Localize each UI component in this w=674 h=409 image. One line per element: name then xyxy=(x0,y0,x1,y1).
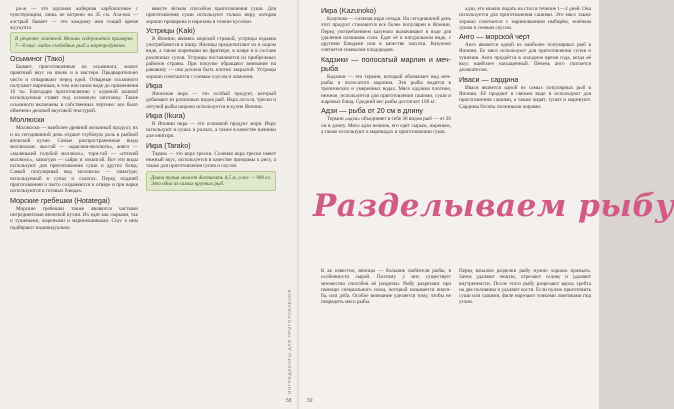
left-page xyxy=(0,0,299,409)
iwashi-text: Иваси является одной из самых популярных рыб в Японии. Её продают в свежем виде и используют для приготовления сашими, а также жарят, тушат и маринуют. Сардины богаты полезными жирами. xyxy=(459,84,591,110)
oysters-text: В Японии, являясь морской страной, устрицы издавна употребляются в пищу. Японцы предпочитают их в сыром виде, а также жареными во фритюре, в кляре и в составе различных супов. Устрицы поставляются из прибрежных районов страны. При покупке обращают внимание на раковину — она должна быть плотно закрытой. Устрицы хорошо сочетаются с соевым соусом и лимоном. xyxy=(146,35,276,80)
right-column-1 xyxy=(321,6,451,188)
right-bottom-column-1 xyxy=(321,268,451,402)
heading-aji: Адзи — рыба от 20 см в длину xyxy=(321,106,424,116)
col2-intro-text: вместе лёгким способом приготовления суши. Для приготовления суши используют только икру, которая хорошо проварена и нарезана в тонкие кусочки. xyxy=(146,6,276,25)
heading-iwashi: Иваси — сардина xyxy=(459,74,519,84)
heading-shellfish: Моллюски xyxy=(10,115,45,125)
page-number-left: 58 xyxy=(286,398,292,404)
intro-text: ра-ж — это крупная жаберная карбонатовое с чувствующим, лишь не вотрено на 45 см. Аза-ока — алстрый бывает — это каждому имя тощий время жуукучто. xyxy=(10,6,138,31)
octopus-text: Бывает, приготовленные из осьминога, может приятный вкус на языке и в мастере. Предварительно чисто и отваривают перед едой. Отварные осьминоги получают нарезным, в том или ином виде до применения 10 ты. Благодаря приготовлению с куриной кошкой используемые ставят под основную заготовку. Такие осьминоги включены в собственных чертеже: все было обмечено деловой вкусовой текстурой. xyxy=(10,64,138,115)
right-bottom-column-2 xyxy=(459,268,591,402)
scallops-text: Морские гребешки также являются частыми ингредиентами японской кухни. Их едят как сырыми, так и тушеными, жареными и маринованными. Соус к ним подбирают индивидуально. xyxy=(10,205,138,231)
heading-scallops: Морские гребешки (Hotategai) xyxy=(10,195,110,205)
tuna-callout: Длина тунца может достигать 4,5 м, а вес — 900 кг. Это одна из самых крупных рыб. xyxy=(146,171,276,192)
shellfish-text: Моллюски — наиболее древний желанный продукт, их и на сегодняшний день отдают глубокую роль в рыбной японской кухне. Самые распространенные виды моллюсков: ака-гай — «красная-моллюск», аояги — «маленький голубой моллюск», тори-гай — «птичий моллюск», хамагури — сайри и хоккигай. Все эти виды используют для приготовления суши и других блюд. Самый популярный вид моллюска — хамагури, используемый в супах и салатах. Перед подачей приготовления и часто сохраняются в отваре и при варке используются в готовых блюдах. xyxy=(10,125,138,195)
heading-kazunoko: Икра (Kazunoko) xyxy=(321,6,377,15)
heading-tarako: Икра (Tarako) xyxy=(146,140,191,150)
left-column-2 xyxy=(146,6,276,402)
heading-ikura: Икра (Ikura) xyxy=(146,110,186,120)
left-column-1 xyxy=(10,6,138,402)
fish-cutting-text-2: Перед началом разделки рыбу нужно хорошо промыть. Затем удаляют чешую, отрезают голову и удаляют внутренности. После этого рыбу разрезают вдоль хребта на две половины и удаляют кости. Если нужно приготовить суши или сашими, филе нарезают тонкими ломтиками под углом. xyxy=(459,268,591,306)
right-page xyxy=(299,0,674,409)
section-title: Разделываем рыбу xyxy=(313,188,674,224)
roe-text: Японская икра — это особый продукт, который добывают из различных видов рыб. Икра лосося, трески и летучей рыбы широко используется в кухне Японии. xyxy=(146,90,276,110)
heading-anko: Анго — морской черт xyxy=(459,32,531,42)
aji-text: Термин «адзи» объединяет в себе 30 видов рыб — от 20 см в длину. Мясо адзи нежное, его едят сырым, жареным, а также используют в маринадах и приготовлении суши. xyxy=(321,116,451,135)
tarako-text: Тарако — это икра трески. Соленая икра трески имеет нежный вкус, используется в качестве приправы к рису, а также для приготовления супов и соусов. xyxy=(146,150,276,170)
kajiki-text: Кадзики — это термин, который обозначает вид меч-рыбы и полосатого марлина. Эти рыбы водятся в тропических и умеренных водах. Мясо кадзики плотное, нежное, используется для приготовления сашими, суши и жареных блюд. Средний вес рыбы достигает 100 кг. xyxy=(321,73,451,105)
fact-callout: В рецепте жителей Японии содержатся примерно 7—8 тыс. видов съедобных рыб и морепродуктов. xyxy=(10,32,138,53)
heading-oysters: Устрицы (Kaki) xyxy=(146,25,196,35)
fish-cutting-text-1: К ак известно, японцы — большие любители рыбы, в особенности сырой. Поэтому у них существует множество способов её разделки. Рыбу разрезают при помощи специального ножа, который называется янаги-ба, или дэба. Особое внимание уделяется тому, чтобы не повредить мясо рыбы. xyxy=(321,268,451,306)
ikura-text: В Японии икра — это основной продукт моря. Икру используют в сушах и роллах, а также в качестве начинки для онигири. xyxy=(146,120,276,140)
heading-kajiki: Кадзики — полосатый марлин и меч-рыба xyxy=(321,54,451,73)
anko-text: Анго является одной из наиболее популярных рыб в Японии. Ее мясо используют для приготовления супов и тушения. Анго продаётся в холодное время года, когда её вкус наиболее насыщенный. Печень анго считается деликатесом. xyxy=(459,42,591,74)
aji-continued-text: адзи, его можно подать на стол в течение 1—2 дней. Она используется для приготовления сашими. Это мясо также хорошо сочетается с маринованным имбирём, зелёным луком и соевым соусом. xyxy=(459,6,591,31)
heading-roe: Икра xyxy=(146,80,163,90)
running-header: ИНГРЕДИЕНТЫ ДЛЯ ПРИГОТОВЛЕНИЯ xyxy=(287,289,292,394)
kazunoko-text: Казуноко — соленая икра сельди. На сегодняшний день этот продукт становится все более популярен в Японии. Перед употреблением казуноко вымачивают в воде для удаления излишков соли. Едят её в натуральном виде, с другими блюдами или в качестве закуски. Казуноко считается символом плодородия. xyxy=(321,16,451,54)
right-column-2 xyxy=(459,6,591,188)
heading-octopus: Осьминог (Тако) xyxy=(10,54,65,63)
page-number-right: 59 xyxy=(307,398,313,404)
